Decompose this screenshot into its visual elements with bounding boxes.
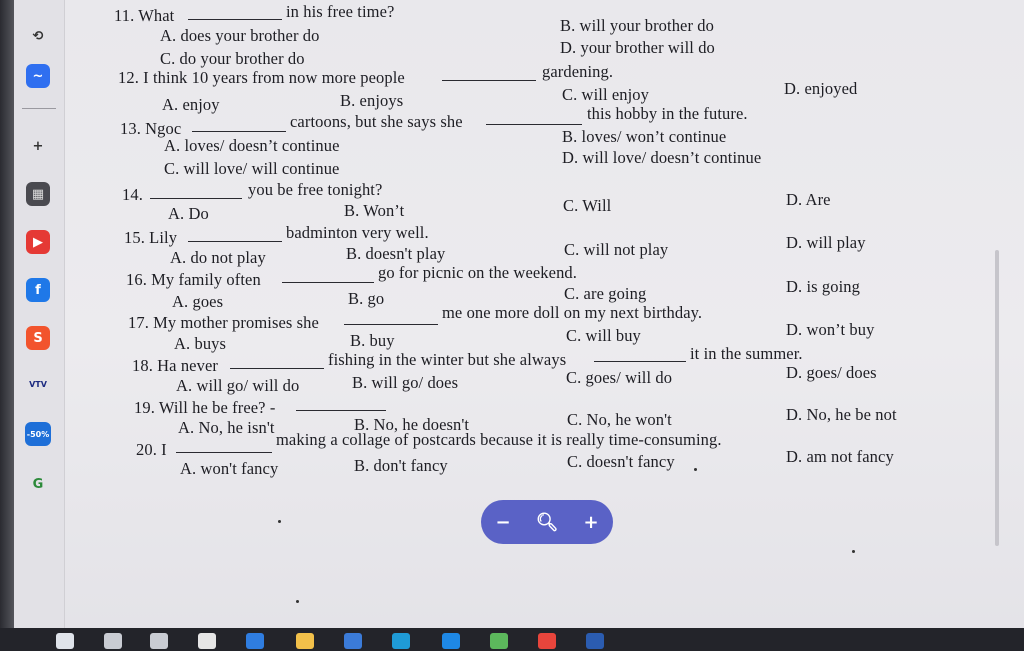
question-16-option: D. is going (786, 277, 860, 296)
file-explorer-icon[interactable] (296, 633, 314, 649)
question-15-stem: 15. Lily (124, 228, 178, 247)
question-18-stem: it in the summer. (690, 344, 803, 363)
sidebar-divider (22, 108, 56, 109)
question-18-option: D. goes/ does (786, 363, 877, 382)
answer-blank (296, 410, 386, 411)
zoom-in-button[interactable]: + (583, 511, 599, 533)
chrome-icon[interactable] (538, 633, 556, 649)
answer-blank (176, 452, 272, 453)
answer-blank (192, 131, 286, 132)
question-20-option: B. don't fancy (354, 456, 448, 475)
question-15-stem: badminton very well. (286, 223, 429, 242)
question-13-option: B. loves/ won’t continue (562, 127, 727, 146)
question-17-option: A. buys (174, 334, 227, 353)
question-16-stem: go for picnic on the weekend. (378, 263, 577, 282)
question-15-option: C. will not play (564, 240, 669, 259)
question-17-stem: 17. My mother promises she (128, 313, 319, 332)
question-18-stem: fishing in the winter but she always (328, 350, 567, 369)
messenger-icon[interactable]: ~ (26, 64, 50, 88)
search-taskbar-icon[interactable] (104, 633, 122, 649)
answer-blank (230, 368, 324, 369)
question-19-option: B. No, he doesn't (354, 415, 470, 434)
mail-icon[interactable] (246, 633, 264, 649)
answer-blank (150, 198, 242, 199)
question-17-stem: me one more doll on my next birthday. (442, 303, 703, 322)
question-14-option: A. Do (168, 204, 209, 223)
question-20-option: A. won't fancy (180, 459, 279, 478)
speck (296, 600, 299, 603)
question-11-option: D. your brother will do (560, 38, 715, 57)
answer-blank (188, 241, 282, 242)
question-14-option: C. Will (563, 196, 612, 215)
shopee-icon[interactable]: S (26, 326, 50, 350)
question-17-option: D. won’t buy (786, 320, 875, 339)
question-13-option: D. will love/ doesn’t continue (562, 148, 762, 167)
question-13-stem: cartoons, but she says she (290, 112, 463, 131)
monitor-bezel (0, 0, 14, 628)
question-12-stem: 12. I think 10 years from now more people (118, 68, 405, 87)
question-12-option: B. enjoys (340, 91, 404, 110)
question-18-option: A. will go/ will do (176, 376, 300, 395)
cortana-icon[interactable] (442, 633, 460, 649)
vtv-icon[interactable]: VTV (25, 372, 51, 396)
question-13-stem: this hobby in the future. (587, 104, 748, 123)
task-view-icon[interactable] (150, 633, 168, 649)
answer-blank (442, 80, 536, 81)
question-13-option: C. will love/ will continue (164, 159, 340, 178)
question-19-option: A. No, he isn't (178, 418, 275, 437)
question-17-option: C. will buy (566, 326, 641, 345)
question-11-option: A. does your brother do (160, 26, 320, 45)
answer-blank (594, 361, 686, 362)
windows-taskbar (0, 628, 1024, 651)
add-icon[interactable]: + (26, 134, 50, 158)
browser-sidebar (14, 0, 65, 628)
question-16-stem: 16. My family often (126, 270, 261, 289)
question-18-stem: 18. Ha never (132, 356, 218, 375)
question-16-option: C. are going (564, 284, 647, 303)
question-15-option: D. will play (786, 233, 866, 252)
question-19-option: D. No, he be not (786, 405, 897, 424)
question-14-option: B. Won’t (344, 201, 405, 220)
question-18-option: C. goes/ will do (566, 368, 673, 387)
question-12-option: D. enjoyed (784, 79, 858, 98)
question-12-option: C. will enjoy (562, 85, 650, 104)
answer-blank (282, 282, 374, 283)
question-11-stem: 11. What (114, 6, 175, 25)
edge-icon[interactable] (392, 633, 410, 649)
answer-blank (486, 124, 582, 125)
question-11-stem: in his free time? (286, 2, 395, 21)
question-16-option: B. go (348, 289, 385, 308)
question-18-option: B. will go/ does (352, 373, 459, 392)
question-14-option: D. Are (786, 190, 831, 209)
answer-blank (188, 19, 282, 20)
question-19-option: C. No, he won't (567, 410, 672, 429)
question-15-option: A. do not play (170, 248, 266, 267)
question-20-stem: making a collage of postcards because it is really time-consuming. (276, 430, 722, 449)
youtube-icon[interactable]: ▶ (26, 230, 50, 254)
store-icon[interactable] (198, 633, 216, 649)
question-19-stem: 19. Will he be free? - (134, 398, 276, 417)
word-icon[interactable] (586, 633, 604, 649)
zoom-search-icon[interactable]: 🔍︎ (535, 511, 559, 533)
zoom-out-button[interactable]: − (495, 511, 511, 533)
zoom-toolbar (481, 500, 613, 544)
question-20-option: C. doesn't fancy (567, 452, 675, 471)
question-17-option: B. buy (350, 331, 395, 350)
speck (278, 520, 281, 523)
question-13-option: A. loves/ doesn’t continue (164, 136, 340, 155)
sale-icon[interactable]: -50% (25, 422, 51, 446)
question-16-option: A. goes (172, 292, 224, 311)
question-20-stem: 20. I (136, 440, 167, 459)
question-14-stem: you be free tonight? (248, 180, 383, 199)
facebook-icon[interactable]: f (26, 278, 50, 302)
question-11-option: B. will your brother do (560, 16, 714, 35)
vertical-scrollbar[interactable] (995, 250, 999, 546)
answer-blank (344, 324, 438, 325)
question-13-stem: 13. Ngoc (120, 119, 182, 138)
question-20-option: D. am not fancy (786, 447, 894, 466)
chat-icon[interactable] (344, 633, 362, 649)
calculator-icon[interactable]: ▦ (26, 182, 50, 206)
question-12-stem: gardening. (542, 62, 614, 81)
question-12-option: A. enjoy (162, 95, 220, 114)
question-11-option: C. do your brother do (160, 49, 305, 68)
question-14-stem: 14. (122, 185, 143, 204)
history-icon[interactable]: ⟲ (26, 24, 50, 48)
settings-icon[interactable] (490, 633, 508, 649)
speck (694, 468, 697, 471)
windows-start-icon[interactable] (56, 633, 74, 649)
games-icon[interactable]: G (26, 472, 50, 496)
speck (852, 550, 855, 553)
question-15-option: B. doesn't play (346, 244, 446, 263)
